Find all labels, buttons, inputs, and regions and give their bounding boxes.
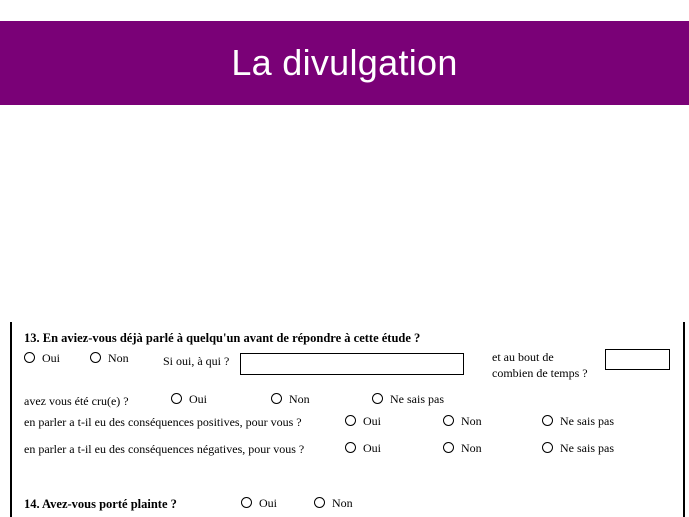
q13-non-option[interactable] — [90, 351, 129, 365]
q13-non-radio[interactable] — [90, 352, 101, 363]
cru-nsp-option[interactable] — [372, 392, 444, 406]
q13-oui-option[interactable] — [24, 351, 60, 365]
negatives-oui-label: Oui — [363, 441, 381, 455]
cru-non-option[interactable] — [271, 392, 310, 406]
q13-oui-label: Oui — [42, 351, 60, 365]
q14-non-radio[interactable] — [314, 497, 325, 508]
negatives-oui-radio[interactable] — [345, 442, 356, 453]
q13-a-qui-field[interactable] — [240, 353, 464, 375]
negatives-label: en parler a t-il eu des conséquences négatives, pour vous ? — [24, 442, 305, 456]
question-13-label: 13. En aviez-vous déjà parlé à quelqu'un avant de répondre à cette étude ? — [24, 331, 421, 345]
q14-non-option[interactable] — [314, 496, 353, 510]
positives-label: en parler a t-il eu des conséquences positives, pour vous ? — [24, 415, 302, 429]
positives-nsp-label: Ne sais pas — [560, 414, 614, 428]
slide-title: La divulgation — [231, 42, 458, 83]
questionnaire-form — [10, 322, 687, 517]
negatives-oui-option[interactable] — [345, 441, 381, 455]
q14-oui-label: Oui — [259, 496, 277, 510]
cru-oui-radio[interactable] — [171, 393, 182, 404]
cru-non-radio[interactable] — [271, 393, 282, 404]
question-14-label: 14. Avez-vous porté plainte ? — [24, 497, 177, 511]
negatives-non-radio[interactable] — [443, 442, 454, 453]
positives-oui-radio[interactable] — [345, 415, 356, 426]
negatives-non-option[interactable] — [443, 441, 482, 455]
q14-oui-option[interactable] — [241, 496, 277, 510]
positives-non-label: Non — [461, 414, 482, 428]
q13-non-label: Non — [108, 351, 129, 365]
positives-oui-label: Oui — [363, 414, 381, 428]
q13-si-oui-label: Si oui, à qui ? — [163, 354, 230, 368]
cru-oui-label: Oui — [189, 392, 207, 406]
positives-non-option[interactable] — [443, 414, 482, 428]
q13-et-au-bout-line1: et au bout de — [492, 350, 554, 364]
negatives-nsp-label: Ne sais pas — [560, 441, 614, 455]
positives-nsp-radio[interactable] — [542, 415, 553, 426]
cru-label: avez vous été cru(e) ? — [24, 394, 129, 408]
q14-oui-radio[interactable] — [241, 497, 252, 508]
form-right-border — [683, 322, 685, 517]
q13-combien-temps-field[interactable] — [605, 349, 670, 370]
negatives-nsp-radio[interactable] — [542, 442, 553, 453]
cru-nsp-label: Ne sais pas — [390, 392, 444, 406]
negatives-nsp-option[interactable] — [542, 441, 614, 455]
cru-non-label: Non — [289, 392, 310, 406]
positives-non-radio[interactable] — [443, 415, 454, 426]
cru-nsp-radio[interactable] — [372, 393, 383, 404]
title-banner — [0, 21, 689, 105]
form-left-border — [10, 322, 12, 517]
q14-non-label: Non — [332, 496, 353, 510]
positives-oui-option[interactable] — [345, 414, 381, 428]
cru-oui-option[interactable] — [171, 392, 207, 406]
negatives-non-label: Non — [461, 441, 482, 455]
q13-et-au-bout-line2: combien de temps ? — [492, 366, 588, 380]
positives-nsp-option[interactable] — [542, 414, 614, 428]
q13-oui-radio[interactable] — [24, 352, 35, 363]
